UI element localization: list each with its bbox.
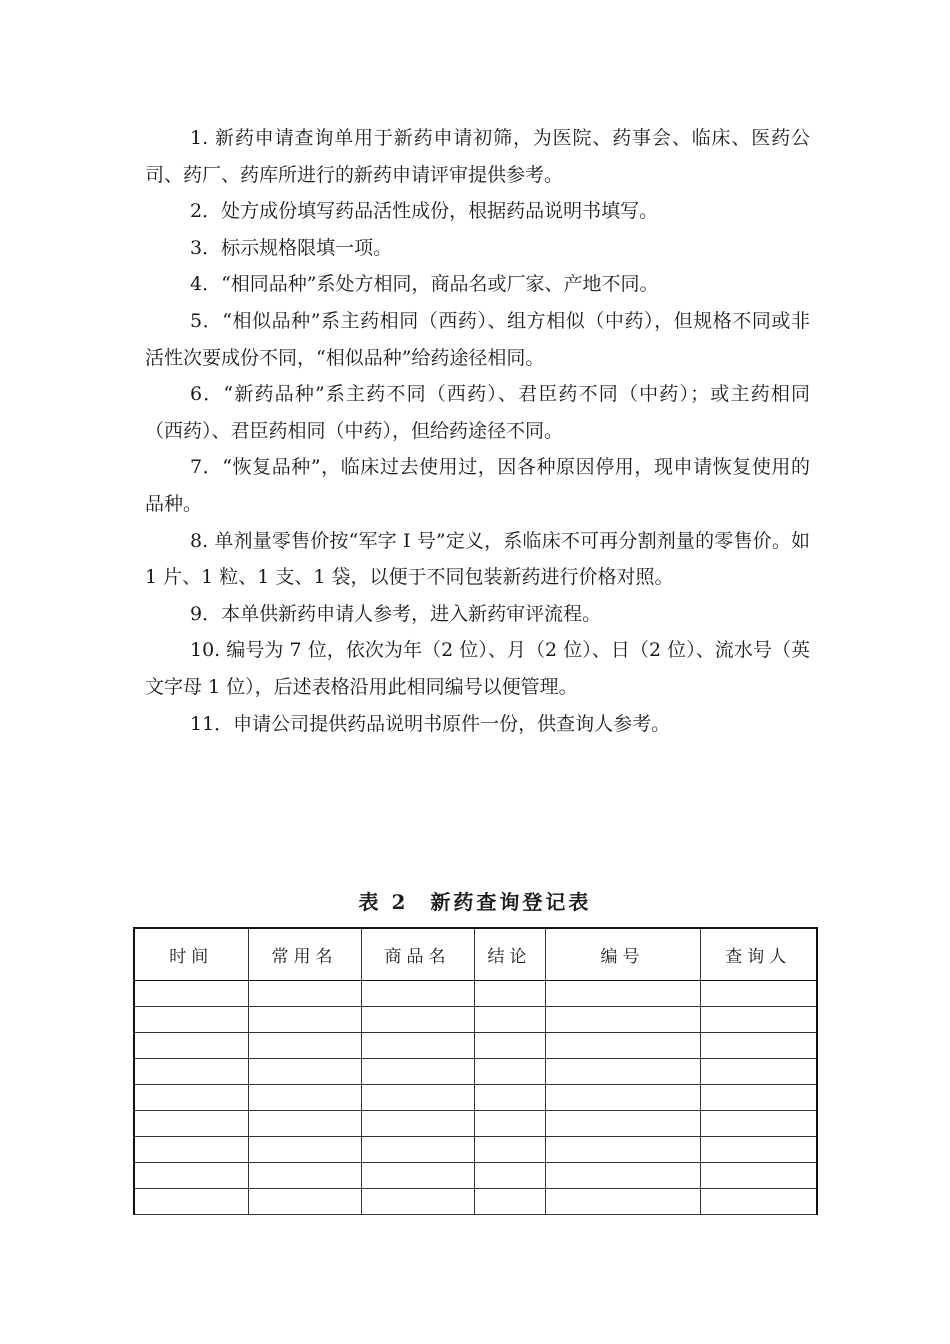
table-cell [700,1007,817,1033]
table-cell [248,1189,361,1215]
note-item: 2．处方成份填写药品活性成份，根据药品说明书填写。 [190,200,659,223]
header-number: 编号 [545,928,700,981]
table-header-row [134,928,817,981]
table-cell [361,1163,474,1189]
table-title-text: 新药查询登记表 [430,890,592,914]
note-item: 6．“新药品种”系主药不同（西药）、君臣药不同（中药）；或主药相同（西药）、君臣药相同（中药），但给药途径不同。 [145,383,810,442]
table-cell [545,1085,700,1111]
table-row [134,1163,817,1189]
note-item: 5．“相似品种”系主药相同（西药）、组方相似（中药），但规格不同或非活性次要成份不同，“相似品种”给药途径相同。 [145,309,810,369]
table-cell [474,1137,545,1163]
table-cell [248,1085,361,1111]
note-item: 9．本单供新药申请人参考，进入新药审评流程。 [190,602,602,625]
table-cell [700,1111,817,1137]
table-cell [545,1111,700,1137]
table-cell [248,1163,361,1189]
note-item: 1. 新药申请查询单用于新药申请初筛，为医院、药事会、临床、医药公司、药厂、药库所进行的新药申请评审提供参考。 [145,127,810,186]
table-row [134,1033,817,1059]
table-cell [134,1033,248,1059]
table-title [0,886,950,915]
header-common-name: 常用名 [248,928,361,981]
table-cell [361,1111,474,1137]
table-row [134,1007,817,1033]
table-cell [134,1007,248,1033]
table-cell [134,1111,248,1137]
table-cell [134,981,248,1007]
table-cell [700,1059,817,1085]
table-row [134,1059,817,1085]
table-cell [361,1007,474,1033]
table-row [134,1189,817,1215]
table-cell [361,1085,474,1111]
table-cell [474,981,545,1007]
table-cell [248,1111,361,1137]
note-item: 3．标示规格限填一项。 [190,236,393,259]
table-cell [248,1007,361,1033]
table-cell [248,1059,361,1085]
table-row [134,1111,817,1137]
table-cell [545,1163,700,1189]
table-cell [545,1189,700,1215]
note-item: 8. 单剂量零售价按“军字 I 号”定义，系临床不可再分割剂量的零售价。如 1 片、1 粒、1 支、1 袋，以便于不同包装新药进行价格对照。 [145,529,810,589]
table-cell [545,1007,700,1033]
table-cell [700,1137,817,1163]
table-cell [474,1085,545,1111]
note-item: 10. 编号为 7 位，依次为年（2 位）、月（2 位）、日（2 位）、流水号（英文字母 1 位），后述表格沿用此相同编号以便管理。 [145,639,810,698]
table-cell [134,1059,248,1085]
table-cell [545,1137,700,1163]
table-cell [134,1085,248,1111]
table-cell [474,1033,545,1059]
table-cell [248,981,361,1007]
table-cell [474,1059,545,1085]
table-cell [700,981,817,1007]
table-cell [700,1163,817,1189]
note-item: 4．“相同品种”系处方相同，商品名或厂家、产地不同。 [190,273,659,296]
registration-table [133,927,818,1215]
table-row [134,981,817,1007]
table-cell [474,1163,545,1189]
header-trade-name: 商品名 [361,928,474,981]
table-cell [545,1033,700,1059]
note-item: 11．申请公司提供药品说明书原件一份，供查询人参考。 [190,712,671,735]
table-body [134,981,817,1215]
table-cell [134,1137,248,1163]
header-inquirer: 查询人 [700,928,817,981]
table-cell [248,1033,361,1059]
table-cell [700,1189,817,1215]
header-conclusion: 结论 [474,928,545,981]
table-cell [361,1059,474,1085]
table-cell [474,1007,545,1033]
note-item: 7．“恢复品种”，临床过去使用过，因各种原因停用，现申请恢复使用的品种。 [145,456,810,515]
table-cell [545,981,700,1007]
table-cell [700,1085,817,1111]
table-row [134,1137,817,1163]
table-cell [134,1189,248,1215]
table-row [134,1085,817,1111]
table-cell [361,1033,474,1059]
table-title-number: 表 2 [358,890,409,914]
table-cell [474,1189,545,1215]
table-cell [474,1111,545,1137]
header-time: 时间 [134,928,248,981]
table-cell [248,1137,361,1163]
table-cell [700,1033,817,1059]
notes-section [145,120,810,742]
table-cell [361,1137,474,1163]
table-cell [134,1163,248,1189]
table-cell [361,1189,474,1215]
table-cell [361,981,474,1007]
table-cell [545,1059,700,1085]
